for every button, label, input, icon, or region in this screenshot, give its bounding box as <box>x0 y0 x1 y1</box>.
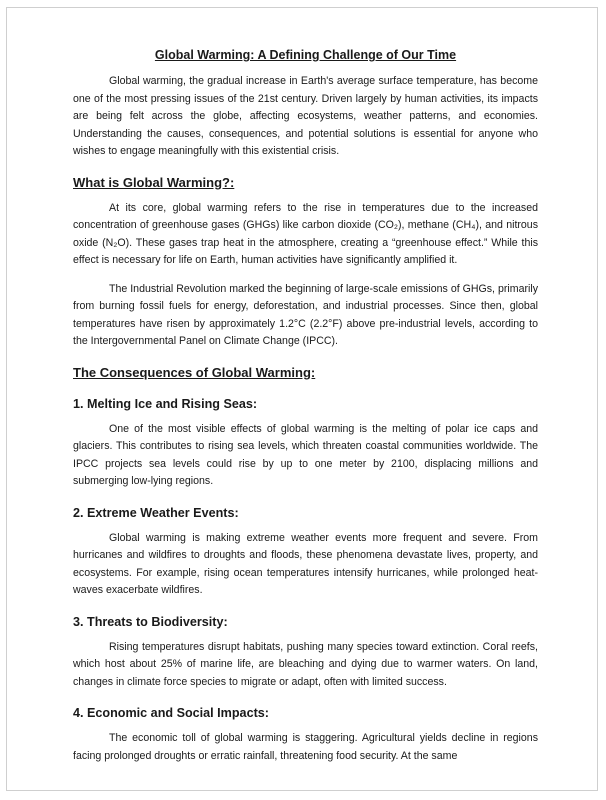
document-body <box>73 46 538 765</box>
heading-what-is-global-warming: What is Global Warming?: <box>73 174 235 190</box>
what-is-paragraph-2: The Industrial Revolution marked the beginning of large-scale emissions of GHGs, primarily from burning fossil fuels for energy, deforestation, and industrial processes. Since then, global temperatures have risen by approximately 1.2°C (2.2°F) above pre-industrial levels, according to the Intergovernmental Panel on Climate Change (IPCC). <box>73 282 538 347</box>
paragraph-biodiversity: Rising temperatures disrupt habitats, pushing many species toward extinction. Coral reefs, which host about 25% of marine life, are bleaching and dying due to warmer waters. On land, changes in climate force species to migrate or adapt, often with limited success. <box>73 640 538 688</box>
paragraph-melting-ice: One of the most visible effects of global warming is the melting of polar ice caps and glaciers. This contributes to rising sea levels, which threaten coastal communities worldwide. The IPCC projects sea levels could rise by up to one meter by 2100, displacing millions and submerging low-lying regions. <box>73 422 538 487</box>
subheading-melting-ice: 1. Melting Ice and Rising Seas: <box>73 396 258 411</box>
what-is-paragraph-1: At its core, global warming refers to the rise in temperatures due to the increased concentration of greenhouse gases (GHGs) like carbon dioxide (CO₂), methane (CH₄), and nitrous oxide (N₂O). These gases trap heat in the atmosphere, creating a “greenhouse effect.” While this effect is necessary for life on Earth, human activities have significantly amplified it. <box>73 201 538 266</box>
paragraph-extreme-weather: Global warming is making extreme weather events more frequent and severe. From hurricanes and wildfires to droughts and floods, these phenomena devastate lives, property, and ecosystems. For example, rising ocean temperatures intensify hurricanes, while prolonged heat-waves exacerbate wildfires. <box>73 531 538 596</box>
subheading-economic-social: 4. Economic and Social Impacts: <box>73 706 269 720</box>
subheading-biodiversity: 3. Threats to Biodiversity: <box>73 614 228 629</box>
intro-paragraph: Global warming, the gradual increase in Earth's average surface temperature, has become one of the most pressing issues of the 21st century. Driven largely by human activities, its impacts are being felt across the globe, affecting ecosystems, weather patterns, and economies. Understanding the causes, consequences, and potential solutions is essential for anyone who wishes to engage meaningfully with this existential crisis. <box>73 75 538 157</box>
document-page <box>6 7 598 791</box>
paragraph-economic-social: The economic toll of global warming is staggering. Agricultural yields decline in regions facing prolonged droughts or erratic rainfall, threatening food security. At the same <box>73 732 538 762</box>
heading-consequences: The Consequences of Global Warming: <box>73 364 316 380</box>
document-title: Global Warming: A Defining Challenge of Our Time <box>154 48 457 62</box>
subheading-extreme-weather: 2. Extreme Weather Events: <box>73 505 239 520</box>
